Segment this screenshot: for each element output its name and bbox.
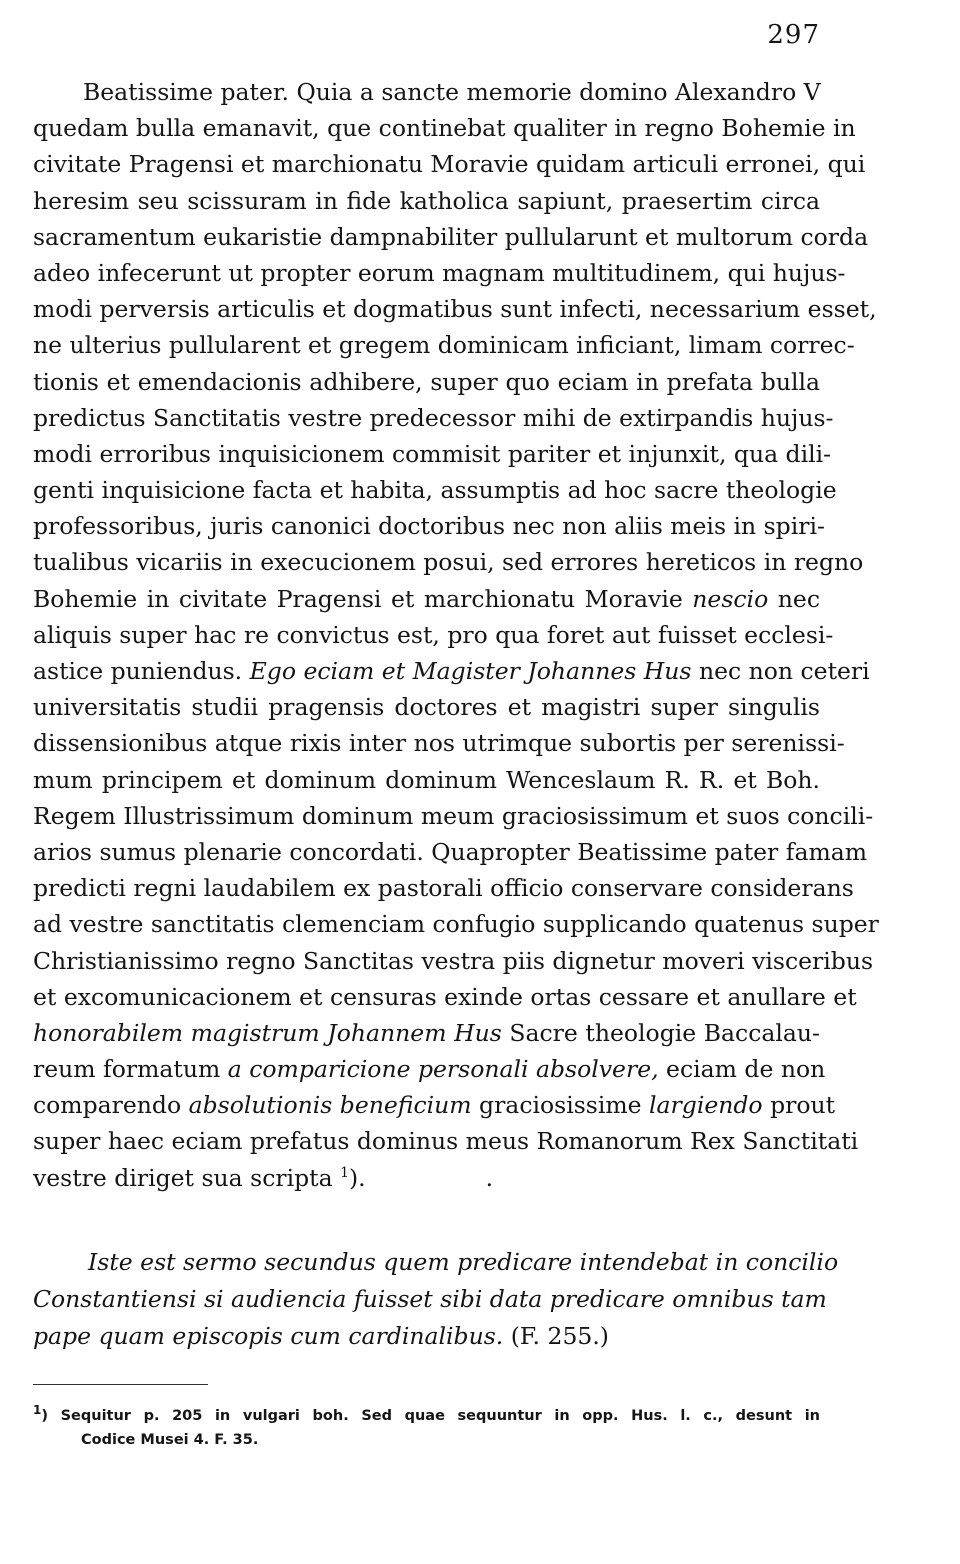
italic-phrase: Ego eciam et Magister Johannes Hus [249,657,692,685]
text-segment: vestre diriget sua scripta [33,1163,341,1192]
text-segment: reum formatum [33,1055,228,1084]
text-line [33,834,868,870]
text-line [33,617,834,653]
text-segment: sacramentum eukaristie dampnabiliter pullularunt et multorum corda [33,222,869,251]
footnote-text: ) Sequitur p. 205 in vulgari boh. Sed quae sequuntur in opp. Hus. l. c., desunt in [41,1408,820,1424]
text-line [33,1087,836,1123]
text-line [33,906,879,942]
rubric-text: Iste est sermo secundus quem predicare intendebat in concilio [88,1248,839,1276]
rubric-line [33,1244,839,1281]
text-line [33,436,832,472]
text-segment: Sacre theologie Baccalau- [501,1018,820,1047]
text-line [33,1051,826,1087]
text-line [33,327,855,363]
italic-phrase: absolutionis beneficium [188,1091,472,1120]
text-segment: prout [762,1091,836,1120]
text-segment: modi perversis articulis et dogmatibus sunt infecti, necessarium esset, [33,295,877,324]
text-line [33,291,877,327]
text-line [33,653,870,689]
text-line [33,1123,859,1159]
text-segment: ad vestre sanctitatis clemenciam confugio supplicando quatenus super [33,910,879,939]
text-segment: heresim seu scissuram in fide katholica sapiunt, praesertim circa [33,186,820,215]
text-segment: Regem Illustrissimum dominum meum graciosissimum et suos concili- [33,801,874,830]
text-segment: super haec eciam prefatus dominus meus Romanorum Rex Sanctitati [33,1127,859,1156]
text-line [33,581,820,617]
text-line [33,508,825,544]
text-segment: modi erroribus inquisicionem commisit pariter et injunxit, qua dili- [33,439,832,468]
footnote-line: Codice Musei 4. F. 35. [81,1432,259,1448]
text-segment: Bohemie in civitate Pragensi et marchionatu Moravie [33,584,693,613]
text-segment: tualibus vicariis in execucionem posui, sed errores hereticos in regno [33,548,864,577]
text-segment: civitate Pragensi et marchionatu Moravie quidam articuli erronei, qui [33,150,866,179]
text-line [33,146,866,182]
text-segment: astice puniendus. [33,657,250,685]
text-segment: aliquis super hac re convictus est, pro qua foret aut fuisset ecclesi- [33,620,834,649]
text-segment: universitatis studii pragensis doctores et magistri super singulis [33,693,820,722]
footnote-marker: 1 [33,1403,42,1418]
text-line [33,74,820,110]
footnote-reference[interactable]: 1 [340,1164,350,1181]
text-segment: mum principem et dominum dominum Wenceslaum R. R. et Boh. [33,765,820,794]
text-line [33,762,820,798]
source-reference: (F. 255.) [510,1322,609,1350]
rubric-line [33,1281,827,1318]
text-segment: Beatissime pater. Quia a sancte memorie domino Alexandro V [83,78,821,106]
text-segment: ne ulterius pullularent et gregem dominicam inficiant, limam correc- [33,331,855,360]
footnote [33,1404,820,1452]
text-segment: quedam bulla emanavit, que continebat qualiter in regno Bohemie in [33,114,856,143]
text-segment: Christianissimo regno Sanctitas vestra piis dignetur moveri visceribus [33,946,874,975]
text-line [33,255,846,291]
text-segment: eciam de non [658,1055,826,1084]
italic-phrase: a comparicione personali absolvere, [227,1055,659,1084]
italic-phrase: nescio [692,584,769,613]
text-segment: predictus Sanctitatis vestre predecessor mihi de extirpandis hujus- [33,403,834,432]
text-segment: nec non ceteri [691,657,870,685]
text-line [33,870,854,906]
text-segment: graciosissime [471,1091,650,1120]
page-number: 297 [767,20,820,50]
text-line: vestre diriget sua scripta $^1$). . [33,1163,494,1192]
text-segment: comparendo [33,1091,189,1120]
text-segment: tionis et emendacionis adhibere, super quo eciam in prefata bulla [33,367,820,396]
text-line [33,400,834,436]
rubric-text: Constantiensi si audiencia fuisset sibi data predicare omnibus tam [33,1285,827,1313]
footnote-separator [33,1384,208,1385]
text-segment: predicti regni laudabilem ex pastorali officio conservare considerans [33,874,854,903]
text-segment: adeo infecerunt ut propter eorum magnam multitudinem, qui hujus- [33,258,846,287]
text-line [33,725,845,761]
letter-body [33,74,879,1196]
text-line [33,544,864,580]
text-segment: et excomunicacionem et censuras exinde ortas cessare et anullare et [33,982,857,1011]
text-line [33,1015,820,1051]
text-segment: arios sumus plenarie concordati. Quapropter Beatissime pater famam [33,837,868,866]
text-line [33,219,869,255]
stray-dot: . [485,1163,494,1192]
text-line [33,110,856,146]
text-line [33,689,820,725]
text-segment: professoribus, juris canonici doctoribus nec non aliis meis in spiri- [33,512,825,541]
rubric-line [33,1318,820,1355]
text-line [33,183,820,219]
text-segment: dissensionibus atque rixis inter nos utrimque subortis per serenissi- [33,729,845,758]
footnote-line [33,1404,820,1428]
italic-phrase: honorabilem magistrum Johannem Hus [33,1018,502,1047]
text-line [33,979,857,1015]
text-line [33,472,837,508]
text-line [33,943,874,979]
text-segment: genti inquisicione facta et habita, assumptis ad hoc sacre theologie [33,476,837,505]
rubric-note [33,1244,839,1355]
italic-phrase: largiendo [649,1091,763,1120]
text-line [33,798,874,834]
text-line [33,364,820,400]
rubric-text: pape quam episcopis cum cardinalibus. [33,1322,504,1350]
text-segment: nec [768,584,820,613]
